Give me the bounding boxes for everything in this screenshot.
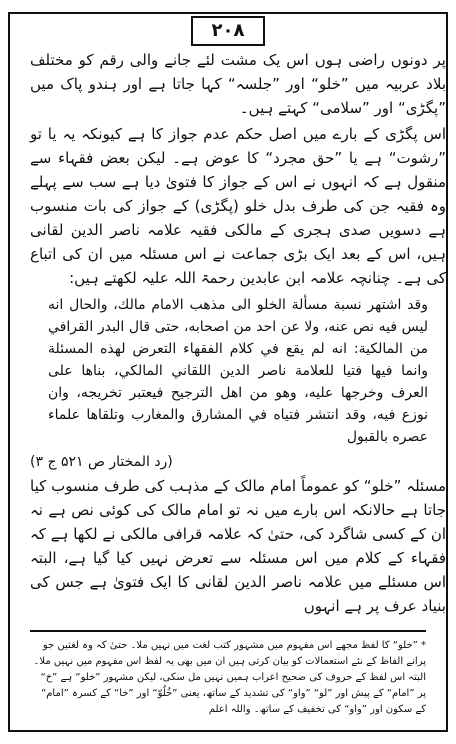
page-frame bbox=[8, 12, 448, 732]
paragraph: اس پگڑی کے بارے میں اصل حکم عدم جواز کا ہے کیونکہ یہ یا تو ”رشوت“ ہے یا ”حق مجرد“ کا عوض ہے۔ لیکن بعض فقہاء سے منقول ہے کہ انہوں نے اس کے جواز کا فتویٰ دیا ہے سب سے پہلے وہ فقیہ جن کی طرف بدل خلو (پگڑی) کے جواز کی بات منسوب ہے دسویں صدی ہجری کے مالکی فقیہ علامہ ناصر الدین لقانی ہیں، اس کے بعد ایک بڑی جماعت نے اس مسئلہ میں ان کی اتباع کی ہے۔ چنانچہ علامہ ابن عابدین رحمۃ اللہ علیہ لکھتے ہیں: bbox=[30, 125, 446, 287]
footnote-divider bbox=[30, 630, 426, 632]
paragraph: پر دونوں راضی ہوں اس یک مشت لئے جانے والی رقم کو مختلف بلاد عربیہ میں ”خلو“ اور ”جلسہ“ کہا جاتا ہے اور ہندو پاک میں ”پگڑی“ اور ”سلامی“ کہتے ہیں۔ bbox=[30, 51, 446, 117]
arabic-quotation: وقد اشتهر نسبة مسألة الخلو الى مذهب الامام مالك، والحال انه ليس فيه نص عنه، ولا عن احد من اصحابه، حتى قال البدر القرافي من المالكية: انه لم يقع في كلام الفقهاء التعرض لهذه المسئلة وانما فيها فتيا للعلامة ناصر الدين اللقاني المالكي، بناها على العرف وخرجها عليه، وهو من اهل الترجيح فيعتبر تخريجه، وان نوزع فيه، وقد انتشر فتياه في المشارق والمغارب وتلقاها علماء عصره بالقبول bbox=[48, 297, 428, 445]
page-number: ۲۰۸ bbox=[191, 16, 265, 46]
citation: (رد المختار ص ۵۲۱ ج ۳) bbox=[30, 454, 173, 470]
paragraph: مسئلہ ”خلو“ کو عموماً امام مالک کے مذہب کی طرف منسوب کیا جاتا ہے حالانکہ اس بارے میں نہ تو امام مالک کی کوئی نص ہے نہ ان کے کسی شاگرد کی، حتیٰ کہ علامہ قرافی مالکی نے لکھا ہے کہ فقہاء کے کلام میں اس مسئلہ سے تعرض نہیں کیا گیا ہے، البتہ اس مسئلے میں علامہ ناصر الدین لقانی کا ایک فتویٰ ہے جس کی بنیاد عرف پر ہے انہوں bbox=[30, 477, 446, 615]
main-text bbox=[30, 48, 446, 628]
footnote: * ”خلو“ کا لفظ مجھے اس مفہوم میں مشہور کتب لغت میں نہیں ملا۔ حتیٰ کہ وہ لغتیں جو پرانے الفاظ کے نئے استعمالات کو بیان کرتی ہیں ان میں بھی یہ لفظ اس مفہوم میں نہیں ملا۔ البتہ اس لفظ کے حروف کی صحیح اعراب ہمیں نہیں مل سکی، لیکن مشہور ”خلو“ ہے ”خ“ پر ”امام“ کے پیش اور ”لو“ ”واو“ کی تشدید کے ساتھ، یعنی ”خُلُوّ“ اور ”خا“ کے کسرہ ”امام“ کے سکون اور ”واو“ کی تخفیف کے ساتھ۔ واللہ اعلم bbox=[33, 640, 426, 715]
